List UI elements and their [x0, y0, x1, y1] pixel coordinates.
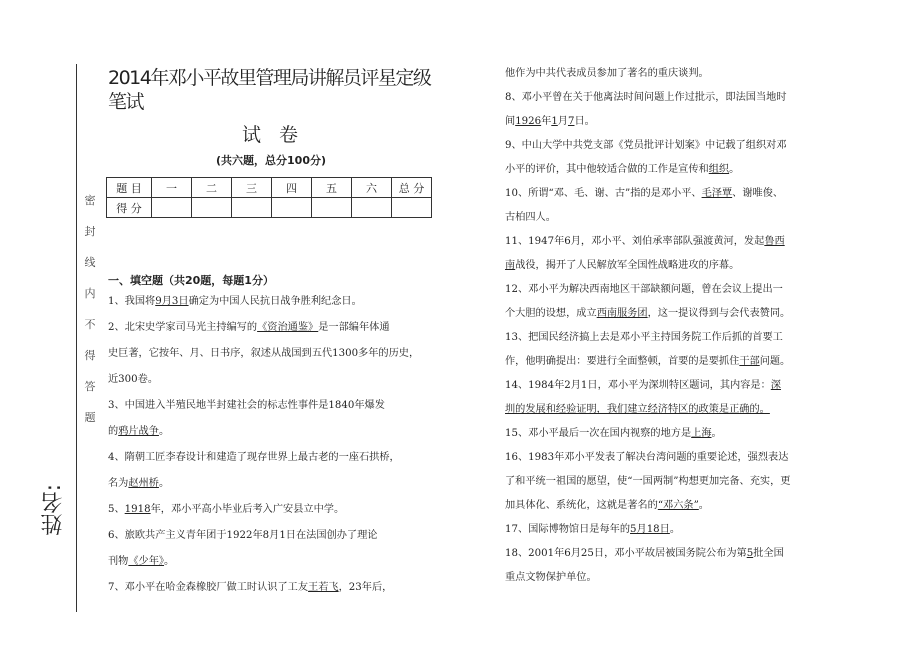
- question-line: 加具体化、系统化，这就是著名的“邓六条”。: [505, 500, 709, 511]
- score-col-5: 五: [312, 178, 352, 198]
- question-line: 12、邓小平为解决西南地区干部缺额问题，曾在会议上提出一: [505, 284, 783, 295]
- seal-notice: [80, 195, 100, 443]
- score-col-2: 二: [192, 178, 232, 198]
- question-line: 南战役，揭开了人民解放军全国性战略进攻的序幕。: [505, 260, 740, 271]
- seal-char: 线: [84, 256, 96, 269]
- score-table: [106, 177, 432, 218]
- question-line: 作，他明确提出：要进行全面整顿，首要的是要抓住干部问题。: [505, 356, 791, 367]
- seal-char: 不: [84, 318, 96, 331]
- question-line: 9、中山大学中共党支部《党员批评计划案》中记载了组织对邓: [505, 140, 787, 151]
- question-line: 3、中国进入半殖民地半封建社会的标志性事件是1840年爆发: [108, 400, 385, 411]
- question-line: 古柏四人。: [505, 212, 556, 223]
- question-line: 10、所谓“邓、毛、谢、古”指的是邓小平、毛泽覃、谢唯俊、: [505, 188, 784, 199]
- score-table-score-row: [107, 198, 432, 218]
- question-line: 5、1918年，邓小平高小毕业后考入广安县立中学。: [108, 504, 345, 515]
- question-line: 7、邓小平在哈金森橡胶厂做工时认识了工友王若飞，23年后，: [108, 582, 393, 593]
- question-line: 了和平统一祖国的愿望，使“一国两制”构想更加完备、充实，更: [505, 476, 791, 487]
- question-line: 18、2001年6月25日，邓小平故居被国务院公布为第5批全国: [505, 548, 784, 559]
- score-cell[interactable]: [392, 198, 432, 218]
- question-line: 近300卷。: [108, 374, 159, 385]
- seal-char: 题: [84, 411, 96, 424]
- question-line: 的鸦片战争。: [108, 426, 170, 437]
- question-line: 11、1947年6月，邓小平、刘伯承率部队强渡黄河，发起鲁西: [505, 236, 785, 247]
- score-row-label: 得 分: [107, 198, 152, 218]
- score-cell[interactable]: [352, 198, 392, 218]
- score-cell[interactable]: [312, 198, 352, 218]
- question-line: 个大胆的设想，成立西南服务团，这一提议得到与会代表赞同。: [505, 308, 791, 319]
- seal-char: 内: [84, 287, 96, 300]
- question-line: 4、隋朝工匠李春设计和建造了现存世界上最古老的一座石拱桥，: [108, 452, 400, 463]
- page-title: 2014年邓小平故里管理局讲解员评星定级笔试: [108, 67, 431, 113]
- total-score-note: (共六题，总分100分): [216, 154, 327, 167]
- score-col-4: 四: [272, 178, 312, 198]
- score-cell[interactable]: [192, 198, 232, 218]
- question-line: 13、把国民经济搞上去是邓小平主持国务院工作后抓的首要工: [505, 332, 783, 343]
- question-line: 史巨著，它按年、月、日书序，叙述从战国到五代1300多年的历史，: [108, 348, 420, 359]
- seal-char: 封: [84, 225, 96, 238]
- binding-line: [76, 64, 77, 612]
- question-line: 2、北宋史学家司马光主持编写的《资治通鉴》是一部编年体通: [108, 322, 390, 333]
- score-col-6: 六: [352, 178, 392, 198]
- question-line: 6、旅欧共产主义青年团于1922年8月1日在法国创办了理论: [108, 530, 378, 541]
- seal-char: 密: [84, 194, 96, 207]
- score-col-1: 一: [152, 178, 192, 198]
- seal-char: 得: [84, 349, 96, 362]
- question-line: 1、我国将9月3日确定为中国人民抗日战争胜利纪念日。: [108, 296, 362, 307]
- score-col-3: 三: [232, 178, 272, 198]
- score-cell[interactable]: [272, 198, 312, 218]
- question-line: 15、邓小平最后一次在国内视察的地方是上海。: [505, 428, 722, 439]
- question-line: 间1926年1月7日。: [505, 116, 595, 127]
- question-line: 小平的评价，其中他较适合做的工作是宣传和组织。: [505, 164, 740, 175]
- score-col-total: 总 分: [392, 178, 432, 198]
- score-cell[interactable]: [152, 198, 192, 218]
- question-line: 他作为中共代表成员参加了著名的重庆谈判。: [505, 68, 709, 79]
- question-line: 刊物《少年》。: [108, 556, 175, 567]
- section-heading: 一、填空题（共20题，每题1分）: [108, 274, 274, 287]
- page-subtitle: 试卷: [242, 124, 317, 146]
- seal-char: 答: [84, 380, 96, 393]
- question-line: 圳的发展和经验证明，我们建立经济特区的政策是正确的。: [505, 404, 770, 415]
- name-label: 姓名:: [41, 484, 66, 536]
- question-line: 重点文物保护单位。: [505, 572, 597, 583]
- question-line: 8、邓小平曾在关于他离法时间问题上作过批示，即法国当地时: [505, 92, 787, 103]
- question-line: 名为赵州桥。: [108, 478, 170, 489]
- score-table-header-label: 题 目: [107, 178, 152, 198]
- score-table-header-row: [107, 178, 432, 198]
- question-line: 14、1984年2月1日，邓小平为深圳特区题词，其内容是：深: [505, 380, 781, 391]
- score-cell[interactable]: [232, 198, 272, 218]
- question-line: 16、1983年邓小平发表了解决台湾问题的重要论述，强烈表达: [505, 452, 789, 463]
- question-line: 17、国际博物馆日是每年的5月18日。: [505, 524, 681, 535]
